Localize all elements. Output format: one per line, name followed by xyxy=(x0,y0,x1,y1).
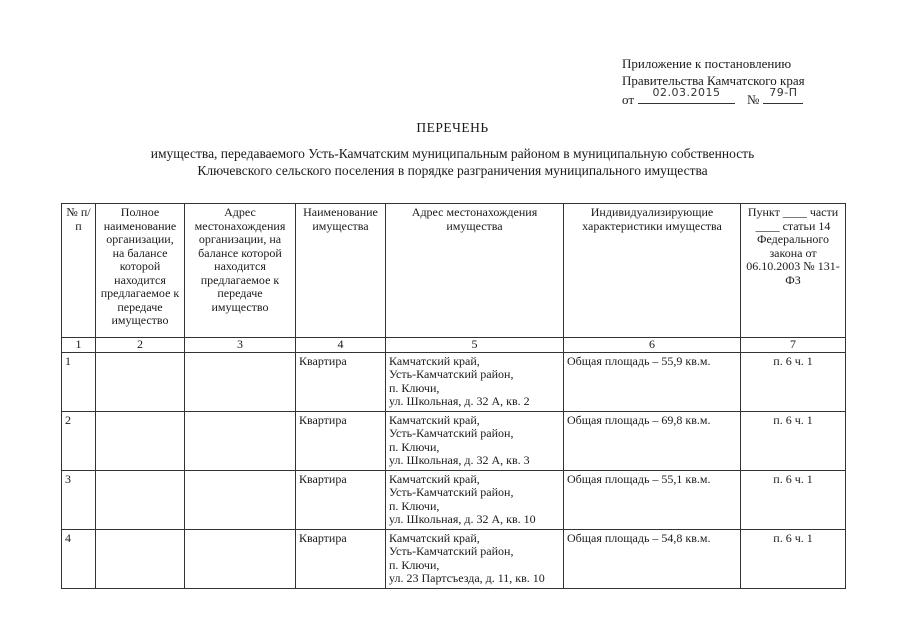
column-number: 6 xyxy=(564,338,741,353)
header-col-4: Наименование имущества xyxy=(296,204,386,338)
row-number: 1 xyxy=(62,352,96,411)
header-col-2: Полное наименование организации, на балансе которой находится предлагаемое к передаче имущество xyxy=(96,204,185,338)
address-line: Усть-Камчатский район, xyxy=(389,544,514,558)
address-line: Камчатский край, xyxy=(389,530,480,545)
row-property-name: Квартира xyxy=(296,529,386,588)
appendix-from-label: от xyxy=(622,92,635,107)
address-line: Усть-Камчатский район, xyxy=(389,426,514,440)
column-number: 2 xyxy=(96,338,185,353)
column-number: 1 xyxy=(62,338,96,353)
property-table xyxy=(61,203,846,589)
column-number: 3 xyxy=(185,338,296,353)
table-row xyxy=(62,352,846,411)
column-number: 7 xyxy=(741,338,846,353)
row-org-address xyxy=(185,411,296,470)
row-property-name: Квартира xyxy=(296,470,386,529)
appendix-block xyxy=(622,55,882,108)
document-subtitle-line-1: имущества, передаваемого Усть-Камчатским муниципальным районом в муниципальную собственность xyxy=(150,146,755,161)
address-line: ул. Школьная, д. 32 А, кв. 10 xyxy=(389,512,536,526)
address-line: п. Ключи, xyxy=(389,498,440,513)
document-heading: ПЕРЕЧЕНЬ xyxy=(416,120,489,135)
appendix-number-field xyxy=(763,86,803,104)
row-property-address xyxy=(386,352,564,411)
row-characteristics: Общая площадь – 54,8 кв.м. xyxy=(564,529,741,588)
address-line: Усть-Камчатский район, xyxy=(389,485,514,499)
row-characteristics: Общая площадь – 55,1 кв.м. xyxy=(564,470,741,529)
column-number-row xyxy=(62,338,846,353)
address-line: ул. Школьная, д. 32 А, кв. 3 xyxy=(389,453,530,467)
row-property-name: Квартира xyxy=(296,411,386,470)
row-org xyxy=(96,529,185,588)
address-line: п. Ключи, xyxy=(389,557,440,572)
column-number: 4 xyxy=(296,338,386,353)
row-property-name: Квартира xyxy=(296,352,386,411)
row-property-address xyxy=(386,411,564,470)
appendix-line-1: Приложение к постановлению xyxy=(622,56,792,71)
table-row xyxy=(62,411,846,470)
appendix-line-2: Правительства Камчатского края xyxy=(622,73,805,88)
address-line: п. Ключи, xyxy=(389,439,440,454)
row-number: 2 xyxy=(62,411,96,470)
row-number: 3 xyxy=(62,470,96,529)
table-row xyxy=(62,529,846,588)
address-line: Усть-Камчатский район, xyxy=(389,367,514,381)
document-subtitle-line-2: Ключевского сельского поселения в порядке разграничения муниципального имущества xyxy=(197,163,708,178)
row-characteristics: Общая площадь – 69,8 кв.м. xyxy=(564,411,741,470)
row-clause: п. 6 ч. 1 xyxy=(741,470,846,529)
row-clause: п. 6 ч. 1 xyxy=(741,529,846,588)
header-col-5: Адрес местонахождения имущества xyxy=(386,204,564,338)
row-property-address xyxy=(386,470,564,529)
row-org xyxy=(96,470,185,529)
address-line: ул. 23 Партсъезда, д. 11, кв. 10 xyxy=(389,571,545,585)
row-org-address xyxy=(185,529,296,588)
address-line: п. Ключи, xyxy=(389,380,440,395)
row-org-address xyxy=(185,470,296,529)
header-col-3: Адрес местонахождения организации, на балансе которой находится предлагаемое к передаче имущество xyxy=(185,204,296,338)
address-line: ул. Школьная, д. 32 А, кв. 2 xyxy=(389,394,530,408)
header-col-7: Пункт ____ части ____ статьи 14 Федерального закона от 06.10.2003 № 131-ФЗ xyxy=(741,204,846,338)
address-line: Камчатский край, xyxy=(389,353,480,368)
row-property-address xyxy=(386,529,564,588)
header-col-6: Индивидуализирующие характеристики имущества xyxy=(564,204,741,338)
appendix-number: 79-П xyxy=(769,86,798,99)
row-number: 4 xyxy=(62,529,96,588)
appendix-date: 02.03.2015 xyxy=(652,86,721,99)
row-clause: п. 6 ч. 1 xyxy=(741,352,846,411)
column-number: 5 xyxy=(386,338,564,353)
row-org xyxy=(96,352,185,411)
row-clause: п. 6 ч. 1 xyxy=(741,411,846,470)
appendix-date-field xyxy=(638,86,735,104)
row-org-address xyxy=(185,352,296,411)
appendix-number-label: № xyxy=(747,92,760,107)
header-col-1: № п/п xyxy=(62,204,96,338)
address-line: Камчатский край, xyxy=(389,471,480,486)
table-header-row xyxy=(62,204,846,338)
table-row xyxy=(62,470,846,529)
row-org xyxy=(96,411,185,470)
address-line: Камчатский край, xyxy=(389,412,480,427)
row-characteristics: Общая площадь – 55,9 кв.м. xyxy=(564,352,741,411)
appendix-date-line xyxy=(622,86,882,108)
